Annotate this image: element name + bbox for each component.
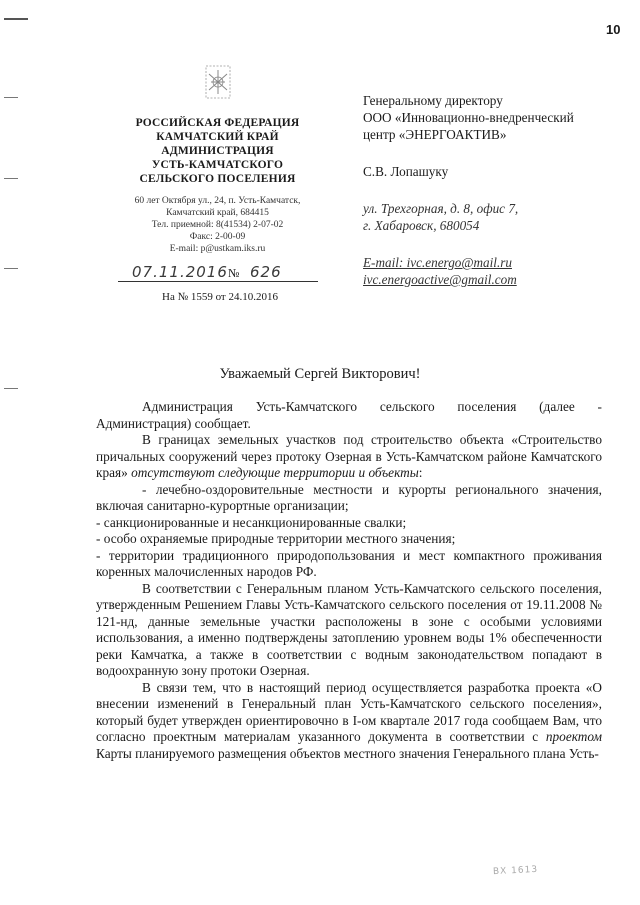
margin-mark <box>4 268 18 269</box>
fax-line: Факс: 2-00-09 <box>189 232 246 242</box>
sender-block <box>115 116 320 255</box>
recipient-line: Генеральному директору <box>363 93 503 108</box>
address-line: 60 лет Октября ул., 24, п. Усть-Камчатск, <box>134 196 301 206</box>
list-item: - территории традиционного природопользования и мест компактного проживания коренных малочисленных народов РФ. <box>96 547 602 579</box>
outgoing-date: 07.11.2016 <box>132 263 228 281</box>
recipient-line: ООО «Инновационно-внедренческий <box>363 110 574 125</box>
text-run: Карты планируемого размещения объектов местного значения Генерального плана Усть- <box>96 745 599 761</box>
org-line: КАМЧАТСКИЙ КРАЙ <box>156 131 279 143</box>
list-item: - лечебно-оздоровительные местности и курорты регионального значения, включая санитарно-курортные организации; <box>96 481 602 513</box>
corner-mark <box>4 18 28 20</box>
margin-mark <box>4 388 18 389</box>
recipient-email: E-mail: ivc.energo@mail.ru <box>363 255 512 270</box>
number-sign: № <box>228 266 240 280</box>
recipient-block <box>363 92 623 288</box>
paragraph: В соответствии с Генеральным планом Усть-Камчатского сельского поселения, утвержденным Решением Главы Усть-Камчатского сельского поселения от 19.11.2008 № 121-нд, данные земельные участки расположены в зоне с особыми условиями использования, а именно подтверждены затоплению уровнем воды 1% обеспеченности реки Камчатка, а также в соответствии с водным законодательством попадают в водоохранную зону протоки Озерная. <box>96 580 602 678</box>
recipient-email: ivc.energoactive@gmail.com <box>363 272 517 287</box>
list-item: - особо охраняемые природные территории местного значения; <box>96 531 456 546</box>
emphasis: отсутствуют следующие территории и объекты <box>131 465 419 480</box>
email-line: E-mail: p@ustkam.iks.ru <box>169 244 266 254</box>
text-run: В связи тем, что в настоящий период осуществляется разработка проекта «О внесении изменений в Генеральный план Усть-Камчатского сельского поселения», который будет утвержден ориентировочно в I-ом квартале 2017 года сообщаем Вам, что согласно проектным материалам указанного документа в соответствии с <box>96 679 602 744</box>
margin-mark <box>4 97 18 98</box>
org-line: АДМИНИСТРАЦИЯ <box>161 145 274 157</box>
outgoing-number <box>118 263 318 285</box>
emphasis: проектом <box>545 729 602 744</box>
text-run: : <box>418 465 423 480</box>
paragraph <box>96 432 602 482</box>
list-item: - санкционированные и несанкционированные свалки; <box>96 514 407 530</box>
recipient-address-line: ул. Трехгорная, д. 8, офис 7, <box>363 201 519 216</box>
sender-org-name <box>115 116 320 186</box>
outgoing-reg-number: 626 <box>250 263 282 281</box>
sender-address <box>115 195 320 255</box>
margin-mark <box>4 178 18 179</box>
phone-line: Тел. приемной: 8(41534) 2-07-02 <box>151 220 284 230</box>
letter-body <box>96 399 602 762</box>
recipient-line: центр «ЭНЕРГОАКТИВ» <box>363 127 507 142</box>
org-line: УСТЬ-КАМЧАТСКОГО <box>151 159 284 171</box>
paragraph: Администрация Усть-Камчатского сельского поселения (далее - Администрация) сообщает. <box>96 399 602 431</box>
coat-of-arms-emblem <box>203 64 233 100</box>
org-line: СЕЛЬСКОГО ПОСЕЛЕНИЯ <box>139 173 296 185</box>
address-line: Камчатский край, 684415 <box>166 208 269 218</box>
recipient-name: С.В. Лопашуку <box>363 164 449 179</box>
recipient-address-line: г. Хабаровск, 680054 <box>363 218 480 233</box>
reference-line: На № 1559 от 24.10.2016 <box>162 291 278 303</box>
page-number: 10 <box>606 22 621 37</box>
paragraph <box>96 680 602 763</box>
org-line: РОССИЙСКАЯ ФЕДЕРАЦИЯ <box>135 117 300 129</box>
text-run: В границах земельных участков под строительство объекта «Строительство причальных сооружений через протоку Озерная в Усть-Камчатском районе Камчатского края» <box>96 432 602 480</box>
underline <box>118 281 318 282</box>
incoming-stamp: ВХ 1613 <box>492 864 539 878</box>
greeting: Уважаемый Сергей Викторович! <box>219 366 421 382</box>
